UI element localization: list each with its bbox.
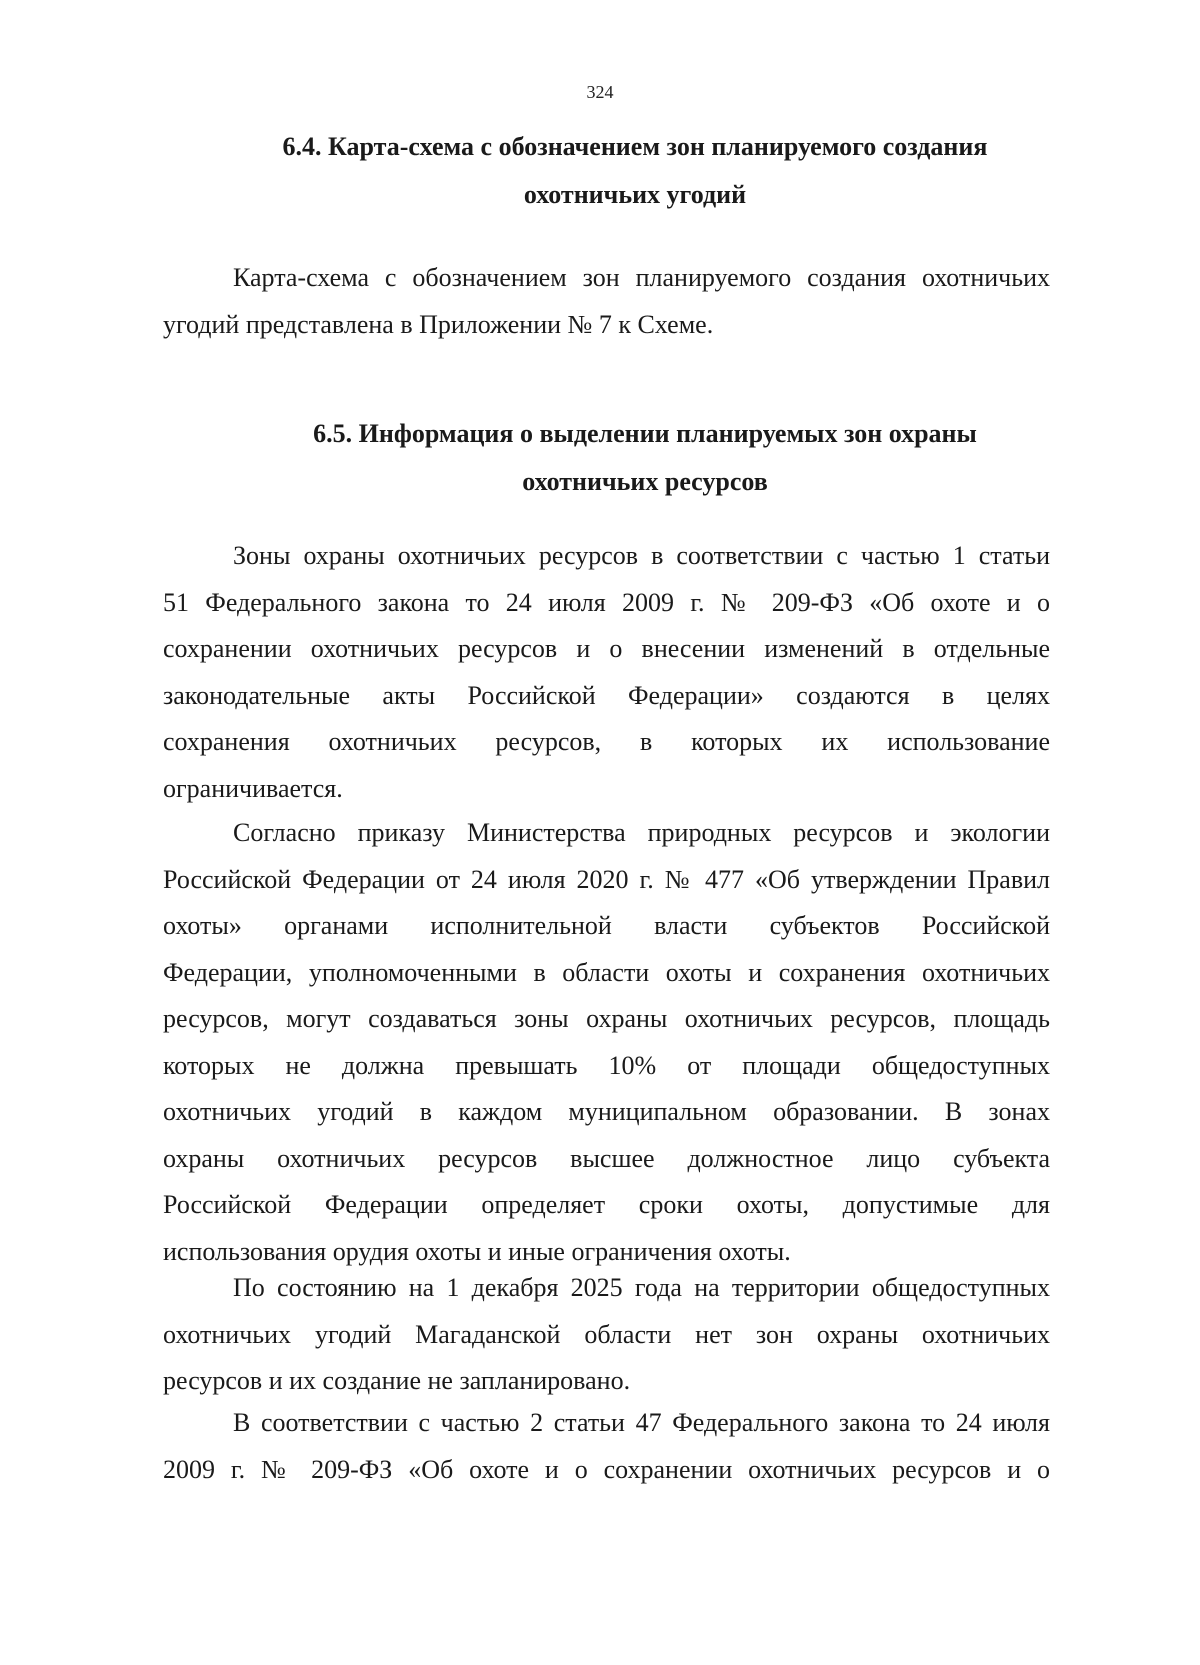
- text-line: сохранении охотничьих ресурсов и о внесении изменений в отдельные: [163, 634, 1050, 663]
- text-line: По состоянию на 1 декабря 2025 года на территории общедоступных: [233, 1273, 1050, 1302]
- paragraph-6-4: [163, 255, 1050, 348]
- text-line: 51 Федерального закона то 24 июля 2009 г. № 209-ФЗ «Об охоте и о: [163, 587, 1050, 617]
- heading-line: охотничьих ресурсов: [522, 467, 768, 496]
- section-heading-6-5: [180, 410, 1110, 506]
- paragraph-article-47: [163, 1400, 1050, 1493]
- text-line: ресурсов и их создание не запланировано.: [163, 1366, 631, 1395]
- text-line: охотничьих угодий Магаданской области нет зон охраны охотничьих: [163, 1319, 1050, 1349]
- text-line: ограничивается.: [163, 773, 343, 803]
- paragraph-ministry-order: [163, 810, 1050, 1275]
- text-line: 2009 г. № 209-ФЗ «Об охоте и о сохранении охотничьих ресурсов и о: [163, 1454, 1050, 1484]
- text-line: охотничьих угодий в каждом муниципальном образовании. В зонах: [163, 1097, 1050, 1126]
- text-line: В соответствии с частью 2 статьи 47 Федерального закона то 24 июля: [233, 1408, 1050, 1437]
- text-line: Карта-схема с обозначением зон планируемого создания охотничьих: [233, 263, 1050, 292]
- text-line: которых не должна превышать 10% от площади общедоступных: [163, 1050, 1050, 1080]
- heading-line: охотничьих угодий: [523, 180, 747, 209]
- page-number: 324: [586, 82, 614, 102]
- text-line: сохранения охотничьих ресурсов, в которых их использование: [163, 727, 1050, 756]
- text-line: Федерации, уполномоченными в области охоты и сохранения охотничьих: [163, 957, 1050, 987]
- text-line: законодательные акты Российской Федерации» создаются в целях: [163, 680, 1050, 710]
- heading-line: 6.5. Информация о выделении планируемых зон охраны: [313, 419, 977, 448]
- section-heading-6-4: [170, 123, 1100, 219]
- text-line: Российской Федерации определяет сроки охоты, допустимые для: [163, 1190, 1050, 1219]
- text-line: угодий представлена в Приложении № 7 к Схеме.: [163, 309, 714, 339]
- text-line: Зоны охраны охотничьих ресурсов в соответствии с частью 1 статьи: [233, 541, 1050, 570]
- text-line: ресурсов, могут создаваться зоны охраны охотничьих ресурсов, площадь: [163, 1004, 1050, 1033]
- paragraph-zones-definition: [163, 533, 1050, 812]
- paragraph-current-status: [163, 1265, 1050, 1405]
- heading-line: 6.4. Карта-схема с обозначением зон планируемого создания: [282, 132, 988, 161]
- text-line: Российской Федерации от 24 июля 2020 г. № 477 «Об утверждении Правил: [163, 864, 1050, 894]
- text-line: охраны охотничьих ресурсов высшее должностное лицо субъекта: [163, 1143, 1050, 1173]
- text-line: охоты» органами исполнительной власти субъектов Российской: [163, 911, 1050, 940]
- text-line: использования орудия охоты и иные ограничения охоты.: [163, 1236, 791, 1266]
- text-line: Согласно приказу Министерства природных ресурсов и экологии: [233, 818, 1050, 847]
